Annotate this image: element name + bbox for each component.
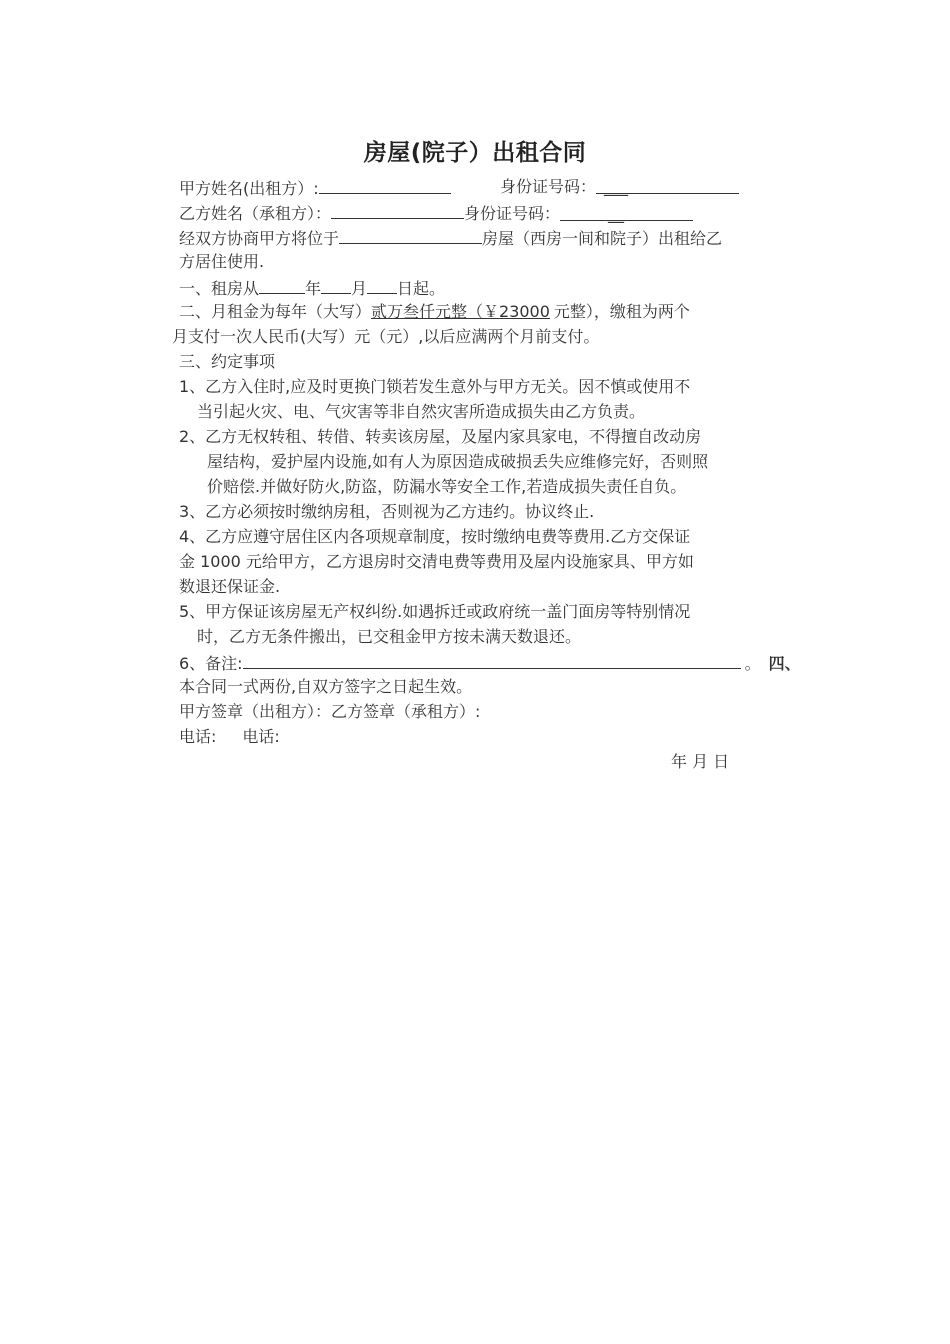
party-b-id-value: __ xyxy=(608,204,625,223)
clause4-line3: 数退还保证金. xyxy=(179,577,281,596)
clause5-line1: 5、甲方保证该房屋无产权纠纷.如遇拆迁或政府统一盖门面房等特别情况 xyxy=(179,602,691,621)
party-a-id-line xyxy=(500,176,739,198)
party-a-id-blank xyxy=(596,176,739,194)
remarks-label: 6、备注: xyxy=(179,654,243,673)
section4-text: 本合同一式两份,自双方签字之日起生效。 xyxy=(179,677,473,696)
document-title: 房屋(院子）出租合同 xyxy=(363,140,587,166)
rent-suffix: 元整），缴租为两个 xyxy=(553,302,690,321)
clause4-line2: 金 1000 元给甲方，乙方退房时交清电费等费用及屋内设施家具、甲方如 xyxy=(179,552,694,571)
rent-line-2: 月支付一次人民币(大写）元（元）,以后应满两个月前支付。 xyxy=(172,327,600,346)
premise-prefix: 经双方协商甲方将位于 xyxy=(179,229,340,248)
phone-b-label: 电话: xyxy=(242,727,280,746)
term-year-label: 年 xyxy=(305,279,322,298)
remarks-end: 。 xyxy=(744,654,761,673)
premise-suffix: 房屋（西房一间和院子）出租给乙 xyxy=(482,229,723,248)
signature-line: 甲方签章（出租方）：乙方签章（承租方）: xyxy=(179,702,481,721)
party-a-line xyxy=(179,176,451,200)
remarks-blank xyxy=(243,651,741,669)
remarks-line xyxy=(179,651,801,675)
phone-line xyxy=(179,726,280,748)
term-year-blank xyxy=(259,276,305,294)
party-a-id-value: ___ xyxy=(604,177,629,196)
premise-location-blank xyxy=(339,226,482,244)
premise-line xyxy=(179,226,722,250)
section4-label: 四、 xyxy=(768,654,801,673)
rent-amount: 贰万叁仟元整（￥23000 xyxy=(371,302,550,321)
term-month-label: 月 xyxy=(351,279,368,298)
party-b-name-blank xyxy=(331,201,464,219)
party-a-id-label: 身份证号码： xyxy=(500,177,597,196)
party-a-name-blank xyxy=(319,176,451,194)
clause1-line1: 1、乙方入住时,应及时更换门锁若发生意外与甲方无关。因不慎或使用不 xyxy=(179,377,691,396)
party-b-id-blank xyxy=(560,203,693,221)
section3-heading: 三、约定事项 xyxy=(179,352,276,371)
phone-a-label: 电话: xyxy=(179,727,217,746)
clause2-line1: 2、乙方无权转租、转借、转卖该房屋，及屋内家具家电，不得擅自改动房 xyxy=(179,427,702,446)
date-line: 年 月 日 xyxy=(671,752,730,771)
party-b-name-label: 乙方姓名（承租方）： xyxy=(179,204,332,223)
clause2-line2: 屋结构，爱护屋内设施,如有人为原因造成破损丢失应维修完好，否则照 xyxy=(207,452,709,471)
clause4-line1: 4、乙方应遵守居住区内各项规章制度，按时缴纳电费等费用.乙方交保证 xyxy=(179,527,691,546)
term-day-blank xyxy=(367,276,397,294)
premise-line-2: 方居住使用. xyxy=(179,252,265,271)
clause2-line3: 价赔偿.并做好防火,防盗，防漏水等安全工作,若造成损失责任自负。 xyxy=(207,477,687,496)
party-a-name-label: 甲方姓名(出租方）: xyxy=(179,179,319,198)
clause3-line1: 3、乙方必须按时缴纳房租，否则视为乙方违约。协议终止. xyxy=(179,502,595,521)
rent-prefix: 二、月租金为每年（大写） xyxy=(179,302,372,321)
term-month-blank xyxy=(321,276,351,294)
clause5-line2: 时，乙方无条件搬出，已交租金甲方按未满天数退还。 xyxy=(197,627,582,646)
term-day-label: 日起。 xyxy=(397,279,446,298)
party-b-line xyxy=(179,201,693,225)
term-line xyxy=(179,276,445,300)
term-prefix: 一、租房从 xyxy=(179,279,260,298)
party-b-id-label: 身份证号码： xyxy=(464,204,561,223)
rent-line xyxy=(179,301,690,323)
clause1-line2: 当引起火灾、电、气灾害等非自然灾害所造成损失由乙方负责。 xyxy=(197,402,646,421)
